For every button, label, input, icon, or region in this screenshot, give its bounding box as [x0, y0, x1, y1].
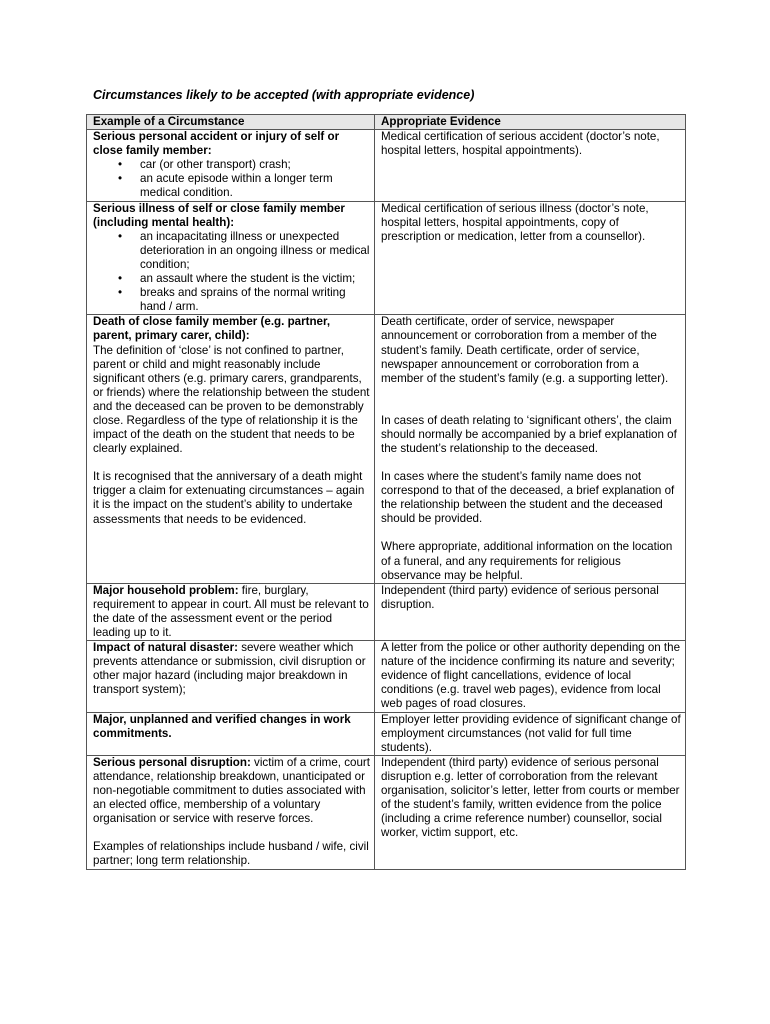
circumstance-title: Serious personal accident or injury of self or close family member: — [93, 130, 340, 158]
evidence-text: In cases where the student’s family name does not correspond to that of the deceased, a brief explanation of the relationship between the student and the deceased should be provided. — [381, 470, 675, 526]
table-header-row — [87, 115, 686, 130]
table-row — [87, 201, 686, 315]
header-evidence: Appropriate Evidence — [375, 115, 686, 130]
evidence-cell — [375, 201, 686, 315]
evidence-text: In cases of death relating to ‘significant others’, the claim should normally be accompanied by a brief explanation of the student’s relationship to the deceased. — [381, 413, 677, 455]
list-item: • an incapacitating illness or unexpected deterioration in an ongoing illness or medical condition; — [93, 230, 370, 272]
list-item: • breaks and sprains of the normal writing hand / arm. — [93, 286, 370, 314]
evidence-text: Medical certification of serious accident (doctor’s note, hospital letters, hospital appointments). — [381, 130, 660, 158]
evidence-cell — [375, 755, 686, 869]
circumstance-cell — [87, 712, 375, 755]
circumstance-cell — [87, 641, 375, 712]
circumstance-text: The definition of ‘close’ is not confined to partner, parent or child and might reasonably include significant others (e.g. primary carers, grandparents, or friends) where the relationship between the student and the deceased can be proven to be demonstrably close. Regardless of the type of relationship it is the impact of the death on the student that needs to be clearly explained. — [93, 343, 370, 456]
circumstance-text: severe weather which prevents attendance or submission, civil disruption or other major hazard (including major breakdown in transport system); — [93, 641, 366, 697]
evidence-text: Where appropriate, additional information on the location of a funeral, and any requirements for religious observance may be helpful. — [381, 540, 673, 582]
table-row — [87, 583, 686, 640]
circumstance-text: It is recognised that the anniversary of a death might trigger a claim for extenuating circumstances – again it is the impact on the student’s ability to undertake assessments that needs to be evidenced. — [93, 470, 365, 526]
table-row — [87, 130, 686, 201]
evidence-cell — [375, 130, 686, 201]
circumstance-cell — [87, 130, 375, 201]
list-item: • an acute episode within a longer term medical condition. — [93, 172, 370, 200]
list-item: • car (or other transport) crash; — [93, 158, 370, 172]
table-row — [87, 315, 686, 583]
evidence-text: Medical certification of serious illness (doctor’s note, hospital letters, hospital appointments, copy of prescription or medication, letter from a counsellor). — [381, 201, 649, 243]
circumstance-title: Major household problem: — [93, 583, 239, 597]
table-row — [87, 641, 686, 712]
circumstance-title: Impact of natural disaster: — [93, 641, 238, 655]
circumstance-cell — [87, 201, 375, 315]
evidence-text: A letter from the police or other authority depending on the nature of the incidence confirming its nature and severity; evidence of flight cancellations, evidence of local conditions (e.g. travel web pages), evidence from local web pages of road closures. — [381, 641, 681, 711]
list-item: • an assault where the student is the victim; — [93, 272, 370, 286]
header-circumstance: Example of a Circumstance — [87, 115, 375, 130]
evidence-cell — [375, 712, 686, 755]
circumstance-title: Serious personal disruption: — [93, 755, 251, 769]
circumstance-cell — [87, 755, 375, 869]
evidence-cell — [375, 315, 686, 583]
circumstance-text: victim of a crime, court attendance, relationship breakdown, unanticipated or non-negotiable commitment to duties associated with an elected office, membership of a voluntary organisation or service with reserve forces. — [93, 755, 371, 826]
evidence-text: Independent (third party) evidence of serious personal disruption e.g. letter of corroboration from the relevant organisation, solicitor’s letter, letter from courts or member of the student’s family, written evidence from the police (including a crime reference number) counsellor, social worker, victim support, etc. — [381, 755, 680, 840]
circumstance-cell — [87, 315, 375, 583]
circumstance-text: fire, burglary, requirement to appear in court. All must be relevant to the date of the assessment event or the period leading up to it. — [93, 583, 369, 639]
evidence-cell — [375, 641, 686, 712]
document-title: Circumstances likely to be accepted (with appropriate evidence) — [93, 88, 475, 102]
evidence-cell — [375, 583, 686, 640]
circumstance-cell — [87, 583, 375, 640]
evidence-text: Employer letter providing evidence of significant change of employment circumstances (not valid for full time students). — [381, 712, 681, 754]
table-row — [87, 755, 686, 869]
circumstance-list — [93, 158, 370, 200]
circumstance-text: Examples of relationships include husband / wife, civil partner; long term relationship. — [93, 840, 369, 868]
circumstance-title: Death of close family member (e.g. partner, parent, primary carer, child): — [93, 315, 331, 343]
table-row — [87, 712, 686, 755]
circumstances-table — [86, 114, 686, 870]
evidence-text: Death certificate, order of service, newspaper announcement or corroboration from a member of the student’s family. Death certificate, order of service, newspaper announcement or corroboration from a member of the student’s family (e.g. a supporting letter). — [381, 315, 669, 385]
circumstance-title: Major, unplanned and verified changes in work commitments. — [93, 712, 351, 740]
circumstance-list — [93, 230, 370, 315]
evidence-text: Independent (third party) evidence of serious personal disruption. — [381, 583, 659, 611]
circumstance-title: Serious illness of self or close family member (including mental health): — [93, 201, 345, 229]
